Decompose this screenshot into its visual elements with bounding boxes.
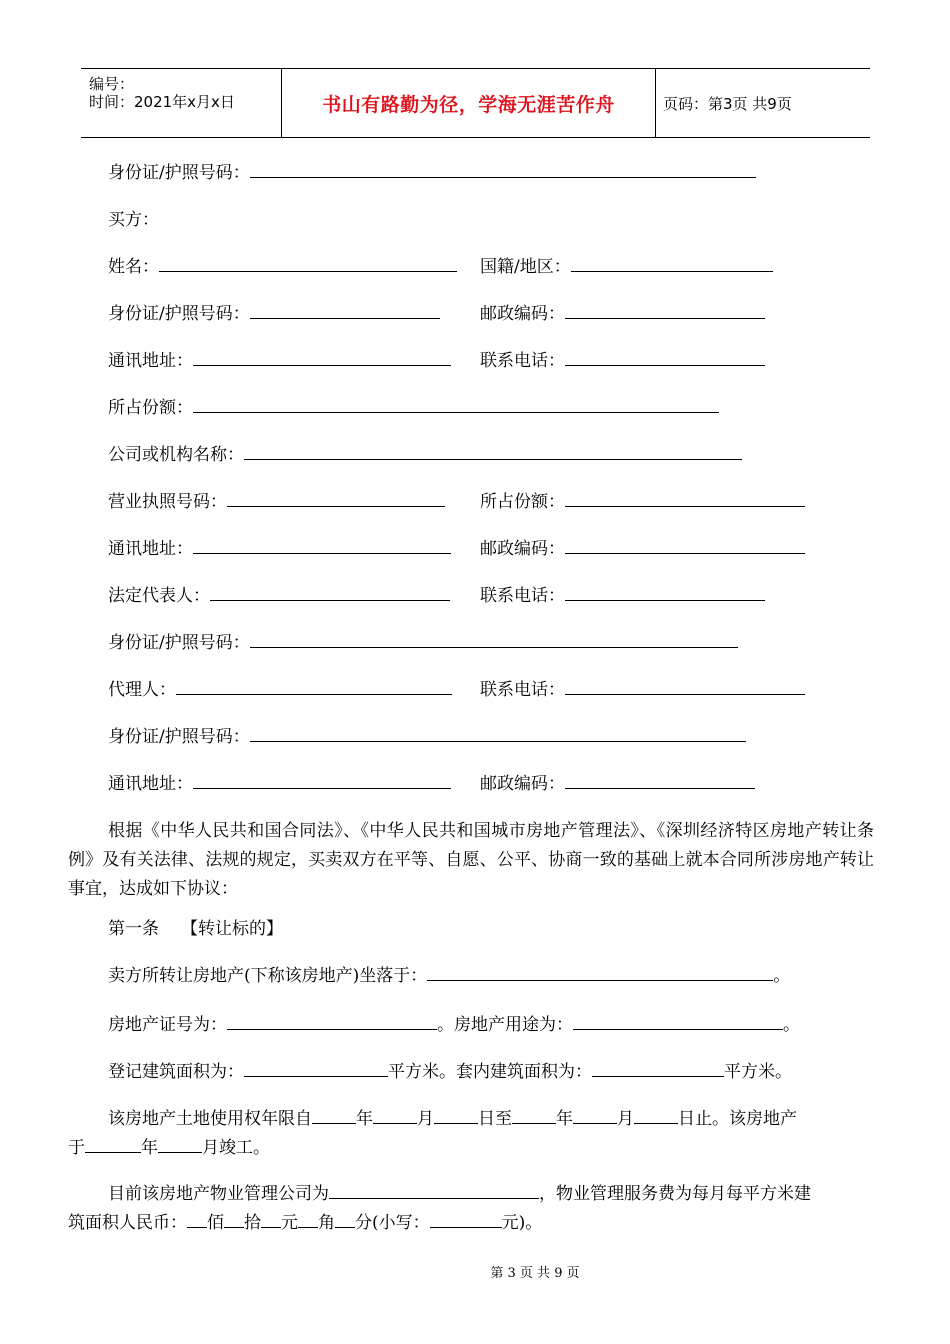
fee-yuan-field[interactable]: [261, 1211, 281, 1228]
seller-id-field[interactable]: [250, 161, 756, 178]
legal-rep-id-row: [108, 631, 738, 655]
buyer-heading: 买方：: [108, 210, 159, 230]
completion-year[interactable]: [85, 1136, 141, 1153]
fee-fen-field[interactable]: [335, 1211, 355, 1228]
completion-prefix: 于: [68, 1138, 85, 1158]
agent-phone-label: 联系电话：: [480, 680, 565, 700]
share-field[interactable]: [193, 396, 719, 413]
term-end-day[interactable]: [634, 1107, 678, 1124]
mgmt-row: [108, 1182, 811, 1206]
agent-postcode-field[interactable]: [565, 772, 755, 789]
fen-xiaoxie-label: 分(小写：: [355, 1213, 430, 1233]
completion-month[interactable]: [158, 1136, 202, 1153]
term-end-year[interactable]: [512, 1107, 556, 1124]
sqm-suffix: 平方米。: [724, 1062, 792, 1082]
mgmt-fee-text: ，物业管理服务费为每月每平方米建: [539, 1184, 811, 1204]
buyer-share-row: [108, 396, 719, 420]
fee-jiao-field[interactable]: [298, 1211, 318, 1228]
nationality-field[interactable]: [571, 255, 773, 272]
postcode-field[interactable]: [565, 302, 765, 319]
completion-row: [68, 1136, 270, 1160]
seller-id-label: 身份证/护照号码：: [108, 163, 250, 183]
fee-shi-field[interactable]: [224, 1211, 244, 1228]
page-footer: [0, 1262, 950, 1281]
id-field[interactable]: [250, 302, 440, 319]
phone-field[interactable]: [565, 349, 765, 366]
month-label-1: 月: [417, 1109, 434, 1129]
cert-label: 房地产证号为：: [108, 1015, 227, 1035]
inner-area-field[interactable]: [592, 1060, 724, 1077]
location-row: [108, 964, 790, 988]
area-label: 登记建筑面积为：: [108, 1062, 244, 1082]
term-start-month[interactable]: [373, 1107, 417, 1124]
term-start-day[interactable]: [434, 1107, 478, 1124]
company-postcode-label: 邮政编码：: [480, 539, 565, 559]
completion-suffix: 月竣工。: [202, 1138, 270, 1158]
company-share-label: 所占份额：: [480, 492, 565, 512]
year-label-1: 年: [356, 1109, 373, 1129]
agent-address-row: [108, 772, 451, 796]
header-page-info: 页码：第3页 共9页: [663, 94, 792, 113]
address-field[interactable]: [193, 349, 451, 366]
company-postcode-row: [480, 537, 805, 561]
legal-rep-id-label: 身份证/护照号码：: [108, 633, 250, 653]
agent-id-field[interactable]: [250, 725, 746, 742]
inner-area-label: 平方米。套内建筑面积为：: [388, 1062, 592, 1082]
company-address-field[interactable]: [193, 537, 451, 554]
agent-phone-field[interactable]: [565, 678, 805, 695]
area-row: [108, 1060, 792, 1084]
term-end-month[interactable]: [573, 1107, 617, 1124]
postcode-label: 邮政编码：: [480, 304, 565, 324]
year-label-3: 年: [141, 1138, 158, 1158]
jiao-label: 角: [318, 1213, 335, 1233]
term-start-year[interactable]: [312, 1107, 356, 1124]
legal-rep-row: [108, 584, 450, 608]
mgmt-label: 目前该房地产物业管理公司为: [108, 1184, 329, 1204]
header-motto-cell: [281, 69, 656, 137]
yuan-end-label: 元)。: [501, 1213, 543, 1233]
legal-rep-phone-label: 联系电话：: [480, 586, 565, 606]
buyer-phone-row: [480, 349, 765, 373]
legal-rep-id-field[interactable]: [250, 631, 738, 648]
agent-row: [108, 678, 452, 702]
mgmt-company-field[interactable]: [329, 1182, 539, 1199]
page-header: [81, 68, 870, 138]
name-label: 姓名：: [108, 257, 159, 277]
use-label: 。房地产用途为：: [437, 1015, 573, 1035]
buyer-postcode-row: [480, 302, 765, 326]
cert-use-row: [108, 1013, 800, 1037]
agent-address-label: 通讯地址：: [108, 774, 193, 794]
year-label-2: 年: [556, 1109, 573, 1129]
license-label: 营业执照号码：: [108, 492, 227, 512]
agent-label: 代理人：: [108, 680, 176, 700]
header-motto: 书山有路勤为径，学海无涯苦作舟: [322, 93, 615, 116]
agent-field[interactable]: [176, 678, 452, 695]
footer-page-number: 第 3 页 共 9 页: [490, 1266, 580, 1281]
area-field[interactable]: [244, 1060, 388, 1077]
document-date: 时间：2021年x月x日: [89, 93, 235, 111]
header-meta: [81, 69, 281, 137]
id-label: 身份证/护照号码：: [108, 304, 250, 324]
cert-field[interactable]: [227, 1013, 437, 1030]
legal-rep-label: 法定代表人：: [108, 586, 210, 606]
location-label: 卖方所转让房地产(下称该房地产)坐落于：: [108, 966, 428, 986]
buyer-address-row: [108, 349, 451, 373]
name-field[interactable]: [159, 255, 457, 272]
company-field[interactable]: [244, 443, 742, 460]
term-start-label: 该房地产土地使用权年限自: [108, 1109, 312, 1129]
agent-postcode-row: [480, 772, 755, 796]
seller-id-row: [108, 161, 756, 185]
agent-postcode-label: 邮政编码：: [480, 774, 565, 794]
legal-rep-field[interactable]: [210, 584, 450, 601]
fee-numeric-field[interactable]: [430, 1211, 502, 1228]
fee-row: [68, 1211, 542, 1235]
agent-address-field[interactable]: [193, 772, 451, 789]
intro-paragraph: 根据《中华人民共和国合同法》、《中华人民共和国城市房地产管理法》、《深圳经济特区房地产转让条例》及有关法律、法规的规定，买卖双方在平等、自愿、公平、协商一致的基础上就本合同所涉房地产转让事宜，达成如下协议：: [68, 821, 874, 899]
month-label-2: 月: [617, 1109, 634, 1129]
company-row: [108, 443, 742, 467]
share-label: 所占份额：: [108, 398, 193, 418]
license-row: [108, 490, 445, 514]
use-field[interactable]: [573, 1013, 783, 1030]
address-label: 通讯地址：: [108, 351, 193, 371]
day-to-label: 日至: [478, 1109, 512, 1129]
phone-label: 联系电话：: [480, 351, 565, 371]
agent-id-row: [108, 725, 746, 749]
location-period: 。: [773, 966, 791, 986]
fee-bai-field[interactable]: [187, 1211, 207, 1228]
article-1-heading: [108, 917, 283, 941]
buyer-name-row: [108, 255, 457, 279]
document-code-label: 编号：: [89, 75, 135, 93]
company-address-row: [108, 537, 451, 561]
shi-label: 拾: [244, 1213, 261, 1233]
buyer-id-row: [108, 302, 440, 326]
use-period: 。: [783, 1015, 800, 1035]
legal-rep-phone-field[interactable]: [565, 584, 765, 601]
yuan-label: 元: [281, 1213, 298, 1233]
license-field[interactable]: [227, 490, 445, 507]
article-1-number: 第一条: [108, 919, 159, 939]
company-label: 公司或机构名称：: [108, 445, 244, 465]
company-postcode-field[interactable]: [565, 537, 805, 554]
term-row: [108, 1107, 797, 1131]
day-end-label: 日止。该房地产: [678, 1109, 797, 1129]
nationality-label: 国籍/地区：: [480, 257, 571, 277]
agent-id-label: 身份证/护照号码：: [108, 727, 250, 747]
legal-rep-phone-row: [480, 584, 765, 608]
bai-label: 佰: [207, 1213, 224, 1233]
location-field[interactable]: [427, 964, 773, 981]
company-address-label: 通讯地址：: [108, 539, 193, 559]
company-share-row: [480, 490, 805, 514]
fee-prefix: 筑面积人民币：: [68, 1213, 187, 1233]
agent-phone-row: [480, 678, 805, 702]
article-1-title: 【转让标的】: [181, 919, 283, 939]
buyer-nationality-row: [480, 255, 773, 279]
company-share-field[interactable]: [565, 490, 805, 507]
